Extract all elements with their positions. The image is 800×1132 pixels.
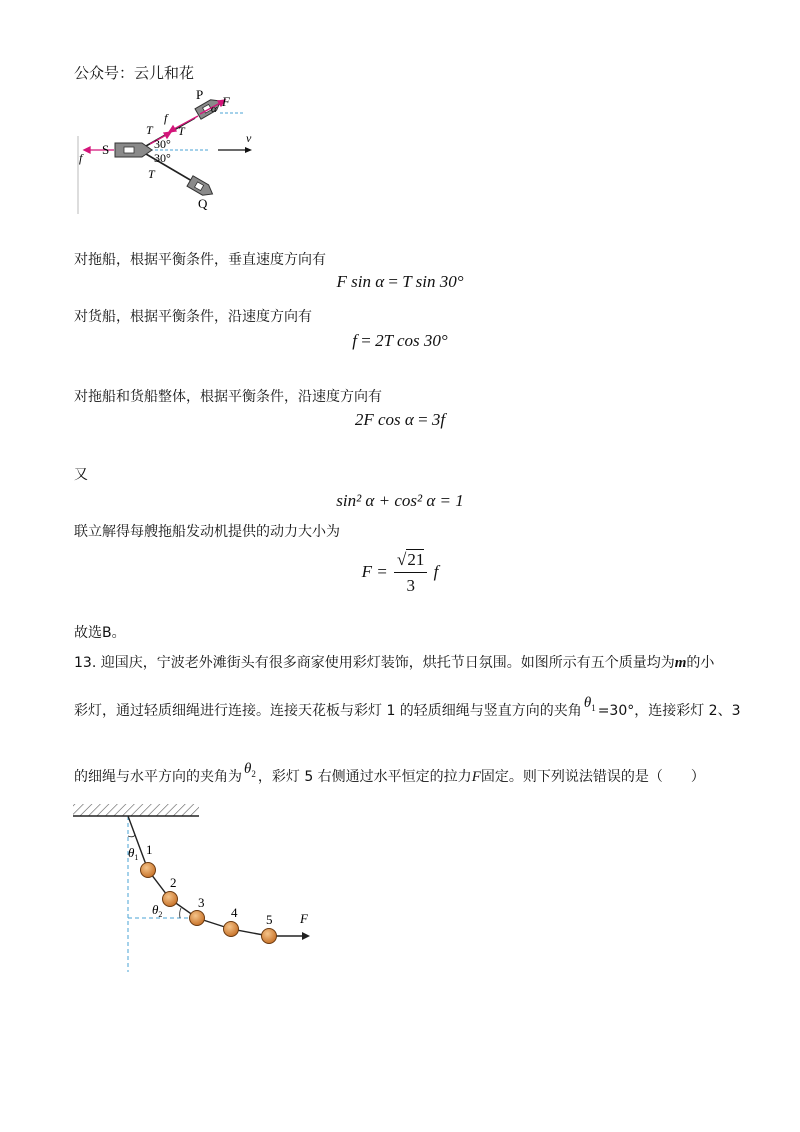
theta2-label: $\theta_2$ bbox=[152, 902, 163, 919]
lamp-3 bbox=[190, 911, 205, 926]
label-F: F bbox=[222, 94, 230, 109]
lamp-label-4: 4 bbox=[231, 905, 238, 920]
solution-line-4: 又 bbox=[74, 467, 88, 483]
label-T-p: T bbox=[178, 124, 185, 138]
lamp-5 bbox=[262, 929, 277, 944]
solution-line-5: 联立解得每艘拖船发动机提供的动力大小为 bbox=[74, 524, 340, 540]
theta1-arc bbox=[128, 835, 135, 837]
label-v: v bbox=[246, 131, 252, 145]
answer-line: 故选B。 bbox=[74, 625, 126, 641]
label-q: Q bbox=[198, 196, 208, 211]
theta2-arc bbox=[180, 908, 181, 918]
velocity-arrow bbox=[218, 147, 252, 153]
string bbox=[128, 816, 306, 936]
lamp-label-1: 1 bbox=[146, 842, 153, 857]
question-13-line-1: 13. 迎国庆，宁波老外滩街头有很多商家使用彩灯装饰，烘托节日氛围。如图所示有五个质量均为m的小 bbox=[74, 655, 715, 671]
question-13-line-3: 的细绳与水平方向的夹角为 $\theta_2$ ，彩灯 5 右侧通过水平恒定的拉力F固定。则下列说法错误的是（ ） bbox=[74, 761, 705, 785]
solution-line-2: 对货船，根据平衡条件，沿速度方向有 bbox=[74, 309, 312, 325]
equation-1: F sin α = T sin 30° bbox=[336, 272, 464, 291]
lamp-2 bbox=[163, 892, 178, 907]
lamps-diagram bbox=[70, 800, 330, 975]
tugboat-force-diagram bbox=[70, 86, 270, 216]
lamp-label-2: 2 bbox=[170, 875, 177, 890]
fraction: $\frac{√21}{3}$ bbox=[394, 550, 427, 596]
label-p: P bbox=[196, 87, 204, 102]
lamp-1 bbox=[141, 863, 156, 878]
label-30-top: 30° bbox=[154, 137, 171, 151]
label-f-p: f bbox=[164, 111, 168, 125]
label-T-q: T bbox=[148, 167, 155, 181]
lamp-label-5: 5 bbox=[266, 912, 273, 927]
theta2-symbol: $\theta_2$ bbox=[244, 761, 256, 779]
equation-4: sin² α + cos² α = 1 bbox=[336, 491, 464, 510]
watermark: 公众号：云儿和花 bbox=[74, 64, 195, 82]
label-30-bottom: 30° bbox=[154, 151, 171, 165]
theta1-label: $\theta_1$ bbox=[128, 845, 139, 862]
solution-line-3: 对拖船和货船整体，根据平衡条件，沿速度方向有 bbox=[74, 389, 382, 405]
label-T-s: T bbox=[146, 123, 153, 137]
force-label-F: F bbox=[300, 911, 308, 926]
solution-line-1: 对拖船，根据平衡条件，垂直速度方向有 bbox=[74, 252, 326, 268]
theta1-symbol: $\theta_1$ bbox=[583, 695, 596, 713]
ceiling-hatch bbox=[73, 804, 199, 816]
equation-2: f = 2T cos 30° bbox=[352, 331, 448, 350]
lamp-label-3: 3 bbox=[198, 895, 205, 910]
label-s: S bbox=[102, 142, 110, 157]
label-alpha: α bbox=[211, 103, 217, 115]
question-13-line-2: 彩灯，通过轻质细绳进行连接。连接天花板与彩灯 1 的轻质细绳与竖直方向的夹角 $\theta_1 =30^\circ$，连接彩灯 2、3 bbox=[74, 695, 741, 719]
force-arrowhead bbox=[302, 932, 310, 940]
equation-3: 2F cos α = 3f bbox=[354, 410, 446, 429]
label-f-s: f bbox=[79, 151, 83, 165]
lamp-4 bbox=[224, 922, 239, 937]
equation-5: F = $\frac{√21}{3}$ f bbox=[361, 550, 439, 595]
